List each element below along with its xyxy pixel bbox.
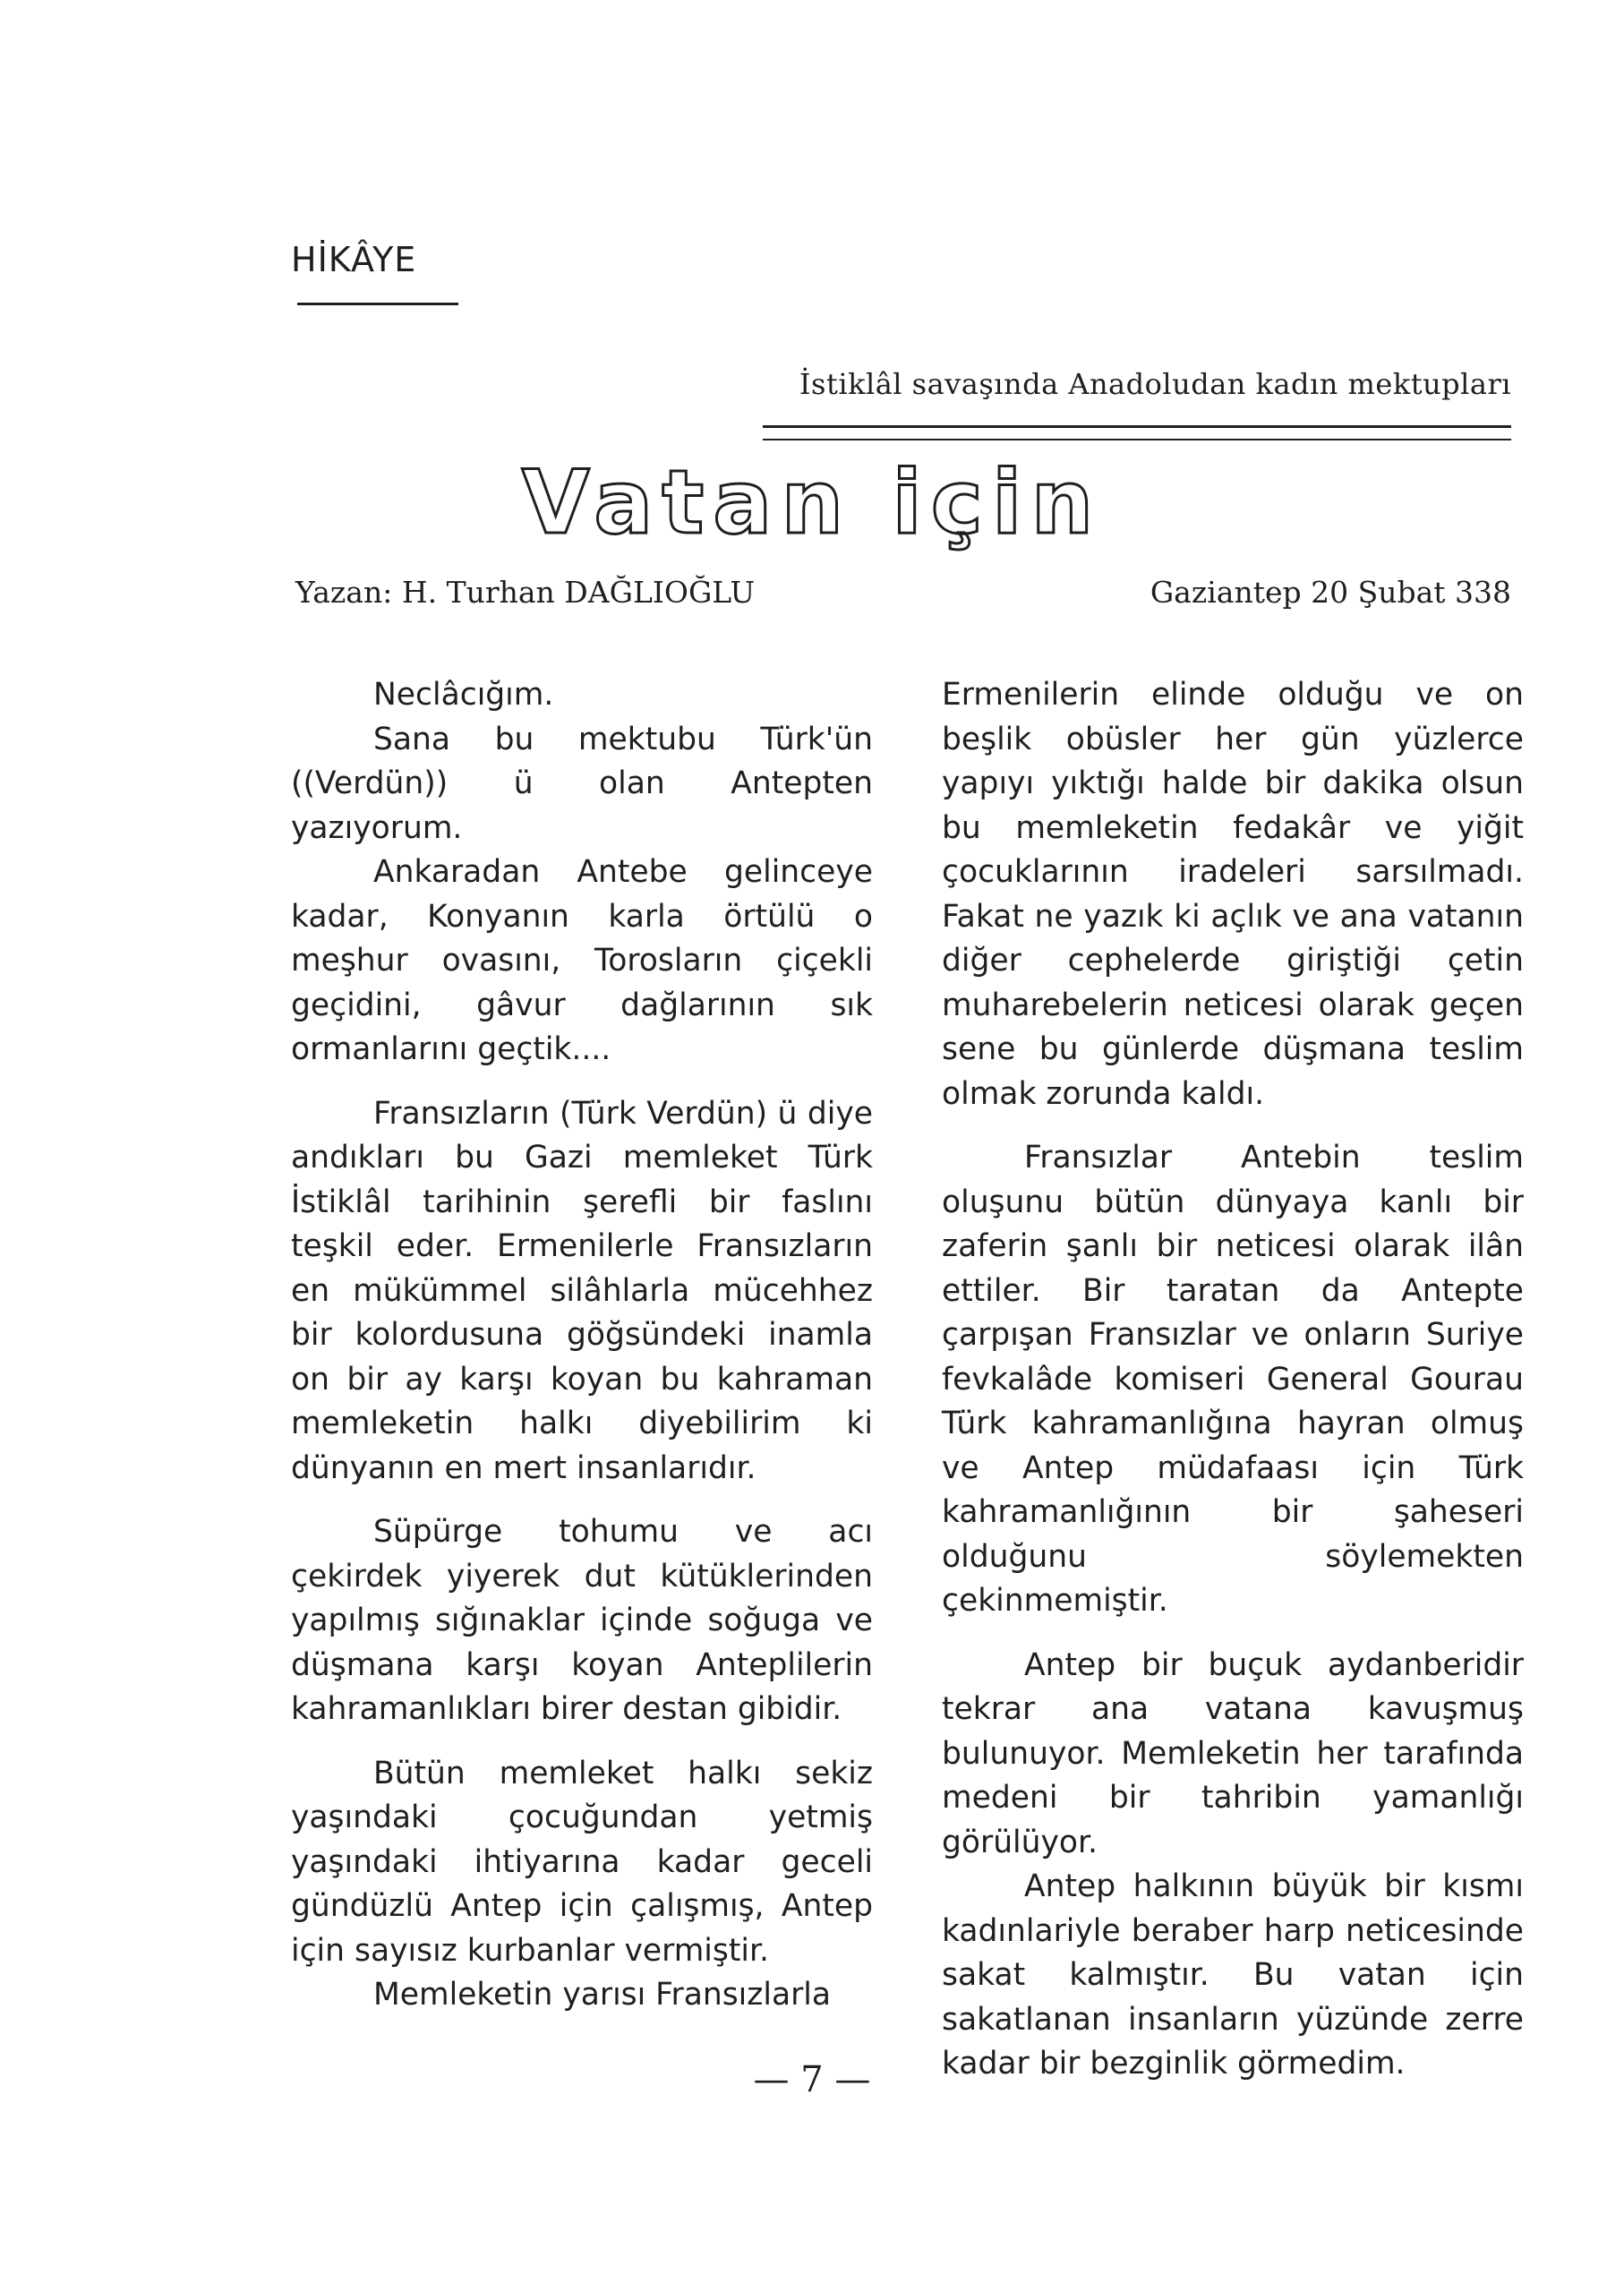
left-column — [291, 673, 873, 2018]
right-column — [942, 673, 1524, 2087]
story-title: Vatan için — [521, 452, 1103, 554]
paragraph: Bütün memleket halkı sekiz yaşındaki çocuğundan yetmiş yaşındaki ihtiyarına kadar geceli gündüzlü Antep için çalışmış, Antep için sayısız kurbanlar vermiştir. — [291, 1755, 873, 1969]
author-byline: Yazan: H. Turhan DAĞLIOĞLU — [295, 575, 756, 610]
series-title: İstiklâl savaşında Anadoludan kadın mektupları — [799, 367, 1511, 401]
paragraph: Antep halkının büyük bir kısmı kadınlariyle beraber harp neticesinde sakat kalmıştır. Bu vatan için sakatlanan insanların yüzünde zerre kadar bir bezginlik görmedim. — [942, 1868, 1524, 2082]
paragraph: Memleketin yarısı Fransızlarla — [373, 1977, 832, 2013]
section-label: HİKÂYE — [291, 240, 417, 279]
paragraph: Sana bu mektubu Türk'ün ((Verdün)) ü olan Antepten yazıyorum. — [291, 721, 873, 846]
paragraph: Süpürge tohumu ve acı çekirdek yiyerek dut kütüklerinden yapılmış sığınaklar içinde soğuga ve düşmana karşı koyan Anteplilerin kahramanlıkları birer destan gibidir. — [291, 1514, 873, 1727]
paragraph: Neclâcığım. — [373, 677, 554, 713]
paragraph: Fransızların (Türk Verdün) ü diye andıkları bu Gazi memleket Türk İstiklâl tarihinin şerefli bir faslını teşkil eder. Ermenilerle Fransızların en mükümmel silâhlarla mücehhez bir kolordusuna göğsündeki inamla on bir ay karşı koyan bu kahraman memleketin halkı diyebilirim ki dünyanın en mert insanlarıdır. — [291, 1095, 873, 1486]
paragraph: Ankaradan Antebe gelinceye kadar, Konyanın karla örtülü o meşhur ovasını, Torosların çiçekli geçidini, gâvur dağlarının sık ormanlarını geçtik.... — [291, 854, 873, 1067]
paragraph: Antep bir buçuk aydanberidir tekrar ana vatana kavuşmuş bulunuyor. Memleketin her tarafında medeni bir tahribin yamanlığı görülüyor. — [942, 1646, 1524, 1860]
page-number: — 7 — — [753, 2059, 871, 2100]
section-underline — [297, 303, 458, 305]
double-rule-divider — [763, 425, 1511, 440]
paragraph: Ermenilerin elinde olduğu ve on beşlik obüsler her gün yüzlerce yapıyı yıktığı halde bir dakika olsun bu memleketin fedakâr ve yiğit çocuklarının iradeleri sarsılmadı. Fakat ne yazık ki açlık ve ana vatanın diğer cephelerde giriştiği çetin muharebelerin neticesi olarak geçen sene bu günlerde düşmana teslim olmak zorunda kaldı. — [942, 677, 1524, 1112]
dateline: Gaziantep 20 Şubat 338 — [1150, 575, 1511, 610]
paragraph: Fransızlar Antebin teslim oluşunu bütün dünyaya kanlı bir zaferin şanlı bir neticesi olarak ilân ettiler. Bir taratan da Antepte çarpışan Fransızlar ve onların Suriye fevkalâde komiseri General Gourau Türk kahramanlığına hayran olmuş ve Antep müdafaası için Türk kahramanlığının bir şaheseri olduğunu söylemekten çekinmemiştir. — [942, 1140, 1524, 1619]
